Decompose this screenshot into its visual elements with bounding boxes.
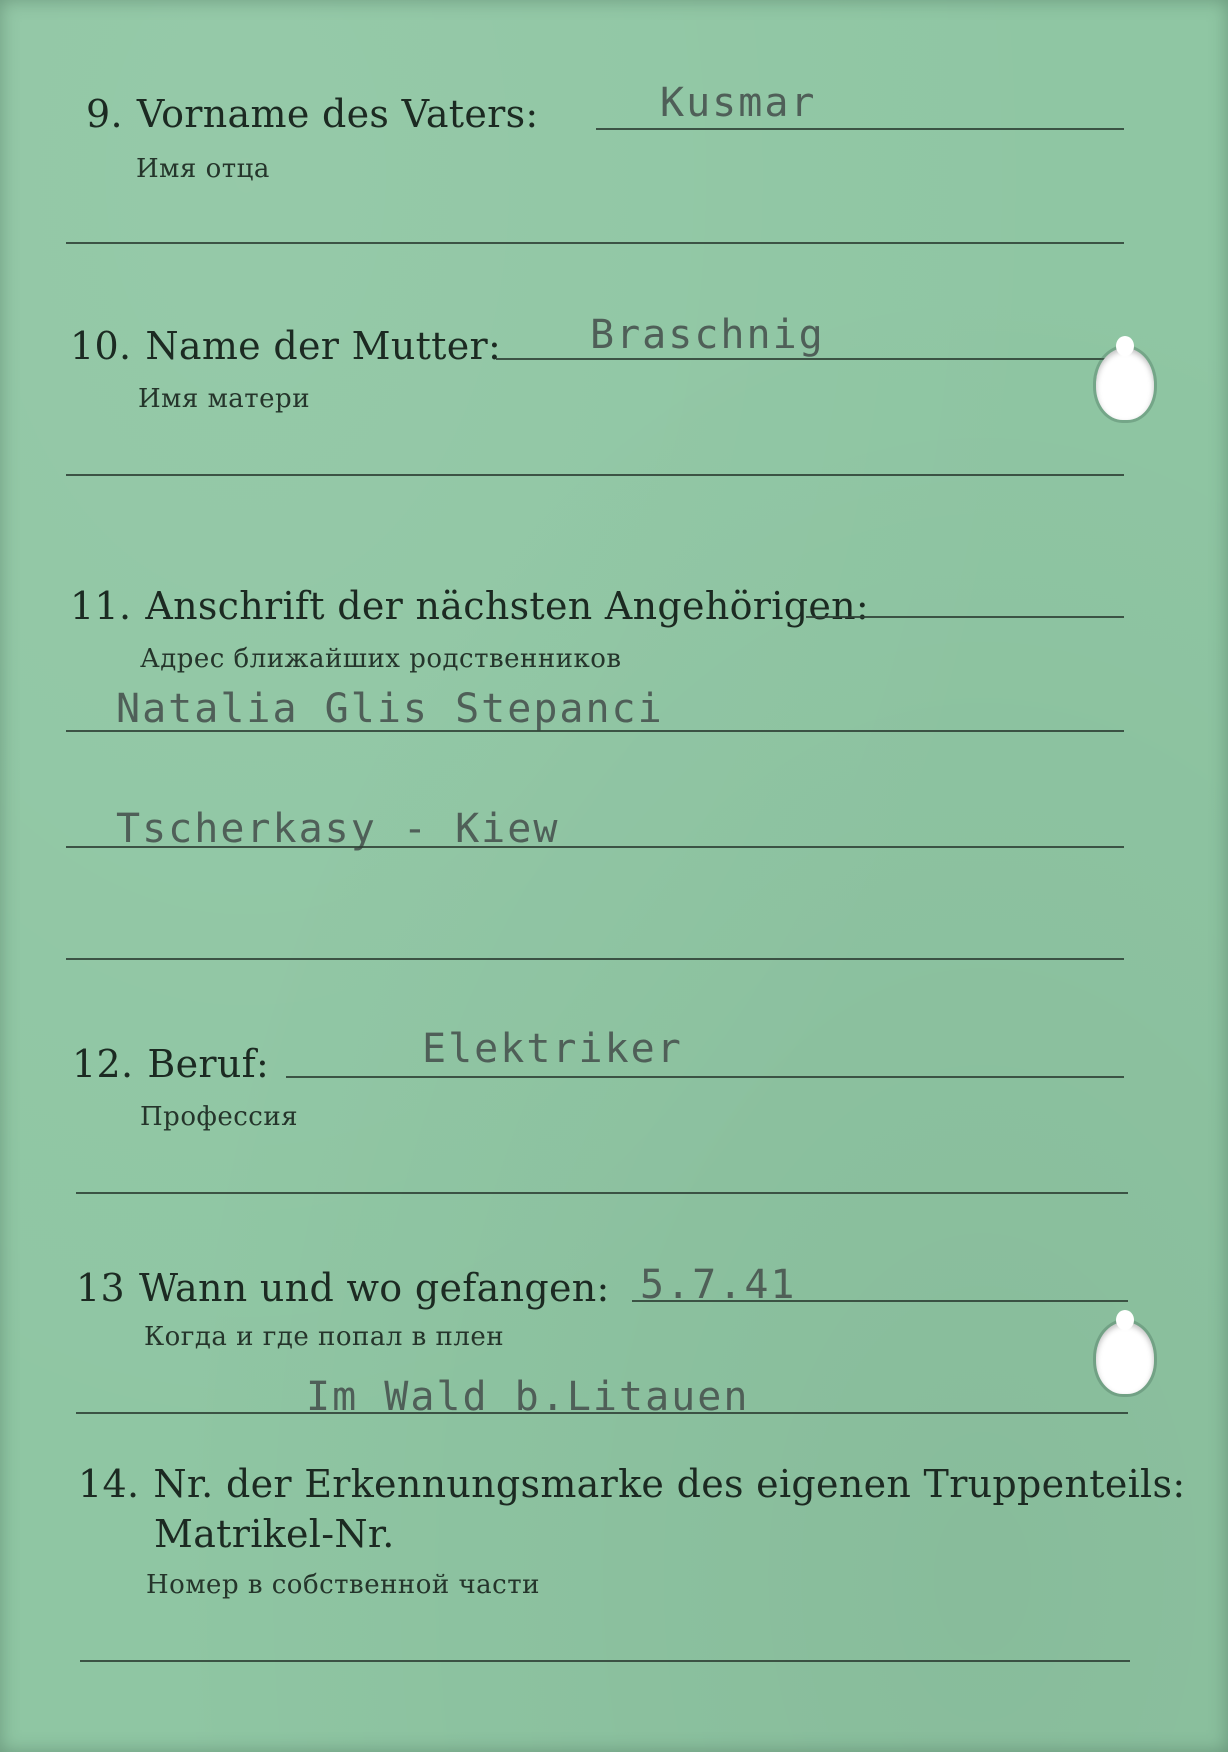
field-11-typed-line-1: Natalia Glis Stepanci xyxy=(116,686,664,732)
field-13-answer-line xyxy=(632,1300,1128,1302)
field-13-number: 13 xyxy=(76,1266,125,1310)
field-14-label-de: Nr. der Erkennungsmarke des eigenen Truppenteils: xyxy=(153,1462,1186,1506)
field-12-label-de: Beruf: xyxy=(147,1042,270,1086)
field-13-label-de: Wann und wo gefangen: xyxy=(138,1266,610,1310)
punch-hole-upper-notch xyxy=(1116,336,1134,356)
field-13-typed-place: Im Wald b.Litauen xyxy=(306,1374,750,1420)
field-11-line-2 xyxy=(66,846,1124,848)
field-10-number: 10. xyxy=(70,324,132,368)
field-10-typed-value: Braschnig xyxy=(590,312,825,358)
field-11-line-3 xyxy=(66,958,1124,960)
field-9-label-de: Vorname des Vaters: xyxy=(136,92,539,136)
field-11-label-ru: Адрес ближайших родственников xyxy=(140,644,622,674)
field-14-answer-line xyxy=(80,1660,1130,1662)
punch-hole-upper xyxy=(1096,348,1154,420)
punch-hole-lower-notch xyxy=(1116,1310,1134,1330)
field-10-answer-line xyxy=(496,358,1124,360)
field-14-label xyxy=(78,1462,1185,1506)
field-13-label xyxy=(76,1266,610,1310)
field-9-label xyxy=(86,92,539,136)
field-10-label-ru: Имя матери xyxy=(138,384,311,414)
field-11-line-1 xyxy=(66,730,1124,732)
field-10-label xyxy=(70,324,501,368)
field-11-number: 11. xyxy=(70,584,132,628)
field-9-typed-value: Kusmar xyxy=(660,80,817,126)
field-11-typed-line-2: Tscherkasy - Kiew xyxy=(116,806,560,852)
field-10-extra-line xyxy=(66,474,1124,476)
field-12-answer-line xyxy=(286,1076,1124,1078)
field-13-typed-date: 5.7.41 xyxy=(640,1262,797,1308)
field-9-extra-line xyxy=(66,242,1124,244)
field-13-label-ru: Когда и где попал в плен xyxy=(144,1322,505,1352)
field-11-answer-line xyxy=(806,616,1124,618)
field-11-label xyxy=(70,584,869,628)
punch-hole-lower xyxy=(1096,1322,1154,1394)
field-10-label-de: Name der Mutter: xyxy=(145,324,502,368)
field-9-number: 9. xyxy=(86,92,123,136)
field-14-label-ru: Номер в собственной части xyxy=(146,1570,540,1600)
field-11-label-de: Anschrift der nächsten Angehörigen: xyxy=(145,584,869,628)
field-12-typed-value: Elektriker xyxy=(422,1026,683,1072)
field-12-extra-line xyxy=(76,1192,1128,1194)
field-14-label-de-line-2: Matrikel-Nr. xyxy=(154,1512,395,1556)
field-13-line-2 xyxy=(76,1412,1128,1414)
field-12-number: 12. xyxy=(72,1042,134,1086)
field-14-number: 14. xyxy=(78,1462,140,1506)
field-12-label xyxy=(72,1042,269,1086)
field-12-label-ru: Профессия xyxy=(140,1102,299,1132)
field-9-answer-line xyxy=(596,128,1124,130)
field-9-label-ru: Имя отца xyxy=(136,154,270,184)
